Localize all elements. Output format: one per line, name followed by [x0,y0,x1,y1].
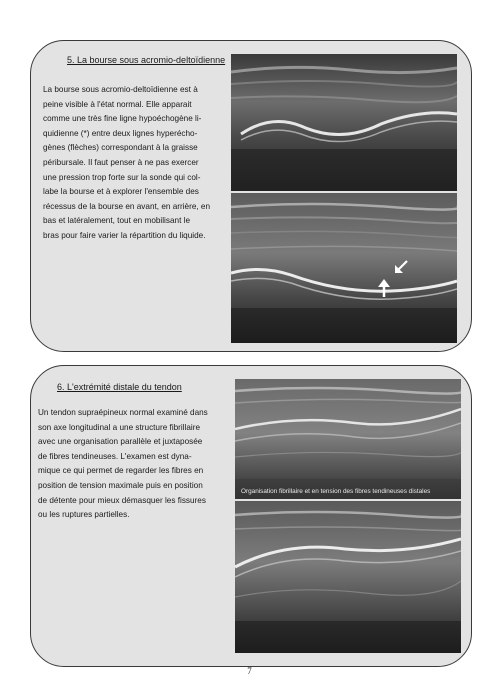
body-line: ou les ruptures partielles. [38,510,130,520]
body-line: une pression trop forte sur la sonde qui col- [43,172,201,182]
section-body [43,83,210,244]
body-line: comme une très fine ligne hypoéchogène li- [43,114,202,124]
section-panel-tendon [30,365,472,667]
body-line: peine visible à l'état normal. Elle apparait [43,99,192,109]
body-line: La bourse sous acromio-deltoïdienne est à [43,85,198,94]
image-caption: Organisation fibrillaire et en tension des fibres tendineuses distales [241,488,431,495]
section-title: 5. La bourse sous acromio-deltoïdienne [67,55,226,65]
ultrasound-image-bursa-top [231,54,457,191]
section-body [38,406,208,523]
ultrasound-image-tendon-top [235,379,461,499]
body-line: Un tendon supraépineux normal examiné dans [38,408,208,417]
body-line: son axe longitudinal a une structure fibrillaire [38,422,201,432]
section-panel-bursa [30,40,472,352]
body-line: récessus de la bourse en avant, en arrière, en [43,201,211,211]
body-line: péribursale. Il faut penser à ne pas exercer [43,157,199,167]
body-line: labe la bourse et à explorer l'ensemble des [43,187,199,197]
page-number: 7 [247,666,252,676]
body-line: avec une organisation parallèle et juxtaposée [38,437,203,447]
body-line: position de tension maximale puis en position [38,480,203,490]
body-line: mique ce qui permet de regarder les fibres en [38,466,204,476]
body-line: de fibres tendineuses. L'examen est dyna- [38,451,192,461]
body-line: bras pour faire varier la répartition du liquide. [43,230,206,240]
ultrasound-image-bursa-bottom [231,193,457,343]
section-title: 6. L'extrémité distale du tendon [57,382,182,392]
body-line: gènes (flèches) correspondant à la graisse [43,143,198,153]
body-line: de détente pour mieux démasquer les fissures [38,495,206,505]
body-line: bas et latéralement, tout en mobilisant le [43,216,191,226]
body-line: quidienne (*) entre deux lignes hyperécho- [43,128,198,138]
ultrasound-image-tendon-bottom [235,501,461,653]
